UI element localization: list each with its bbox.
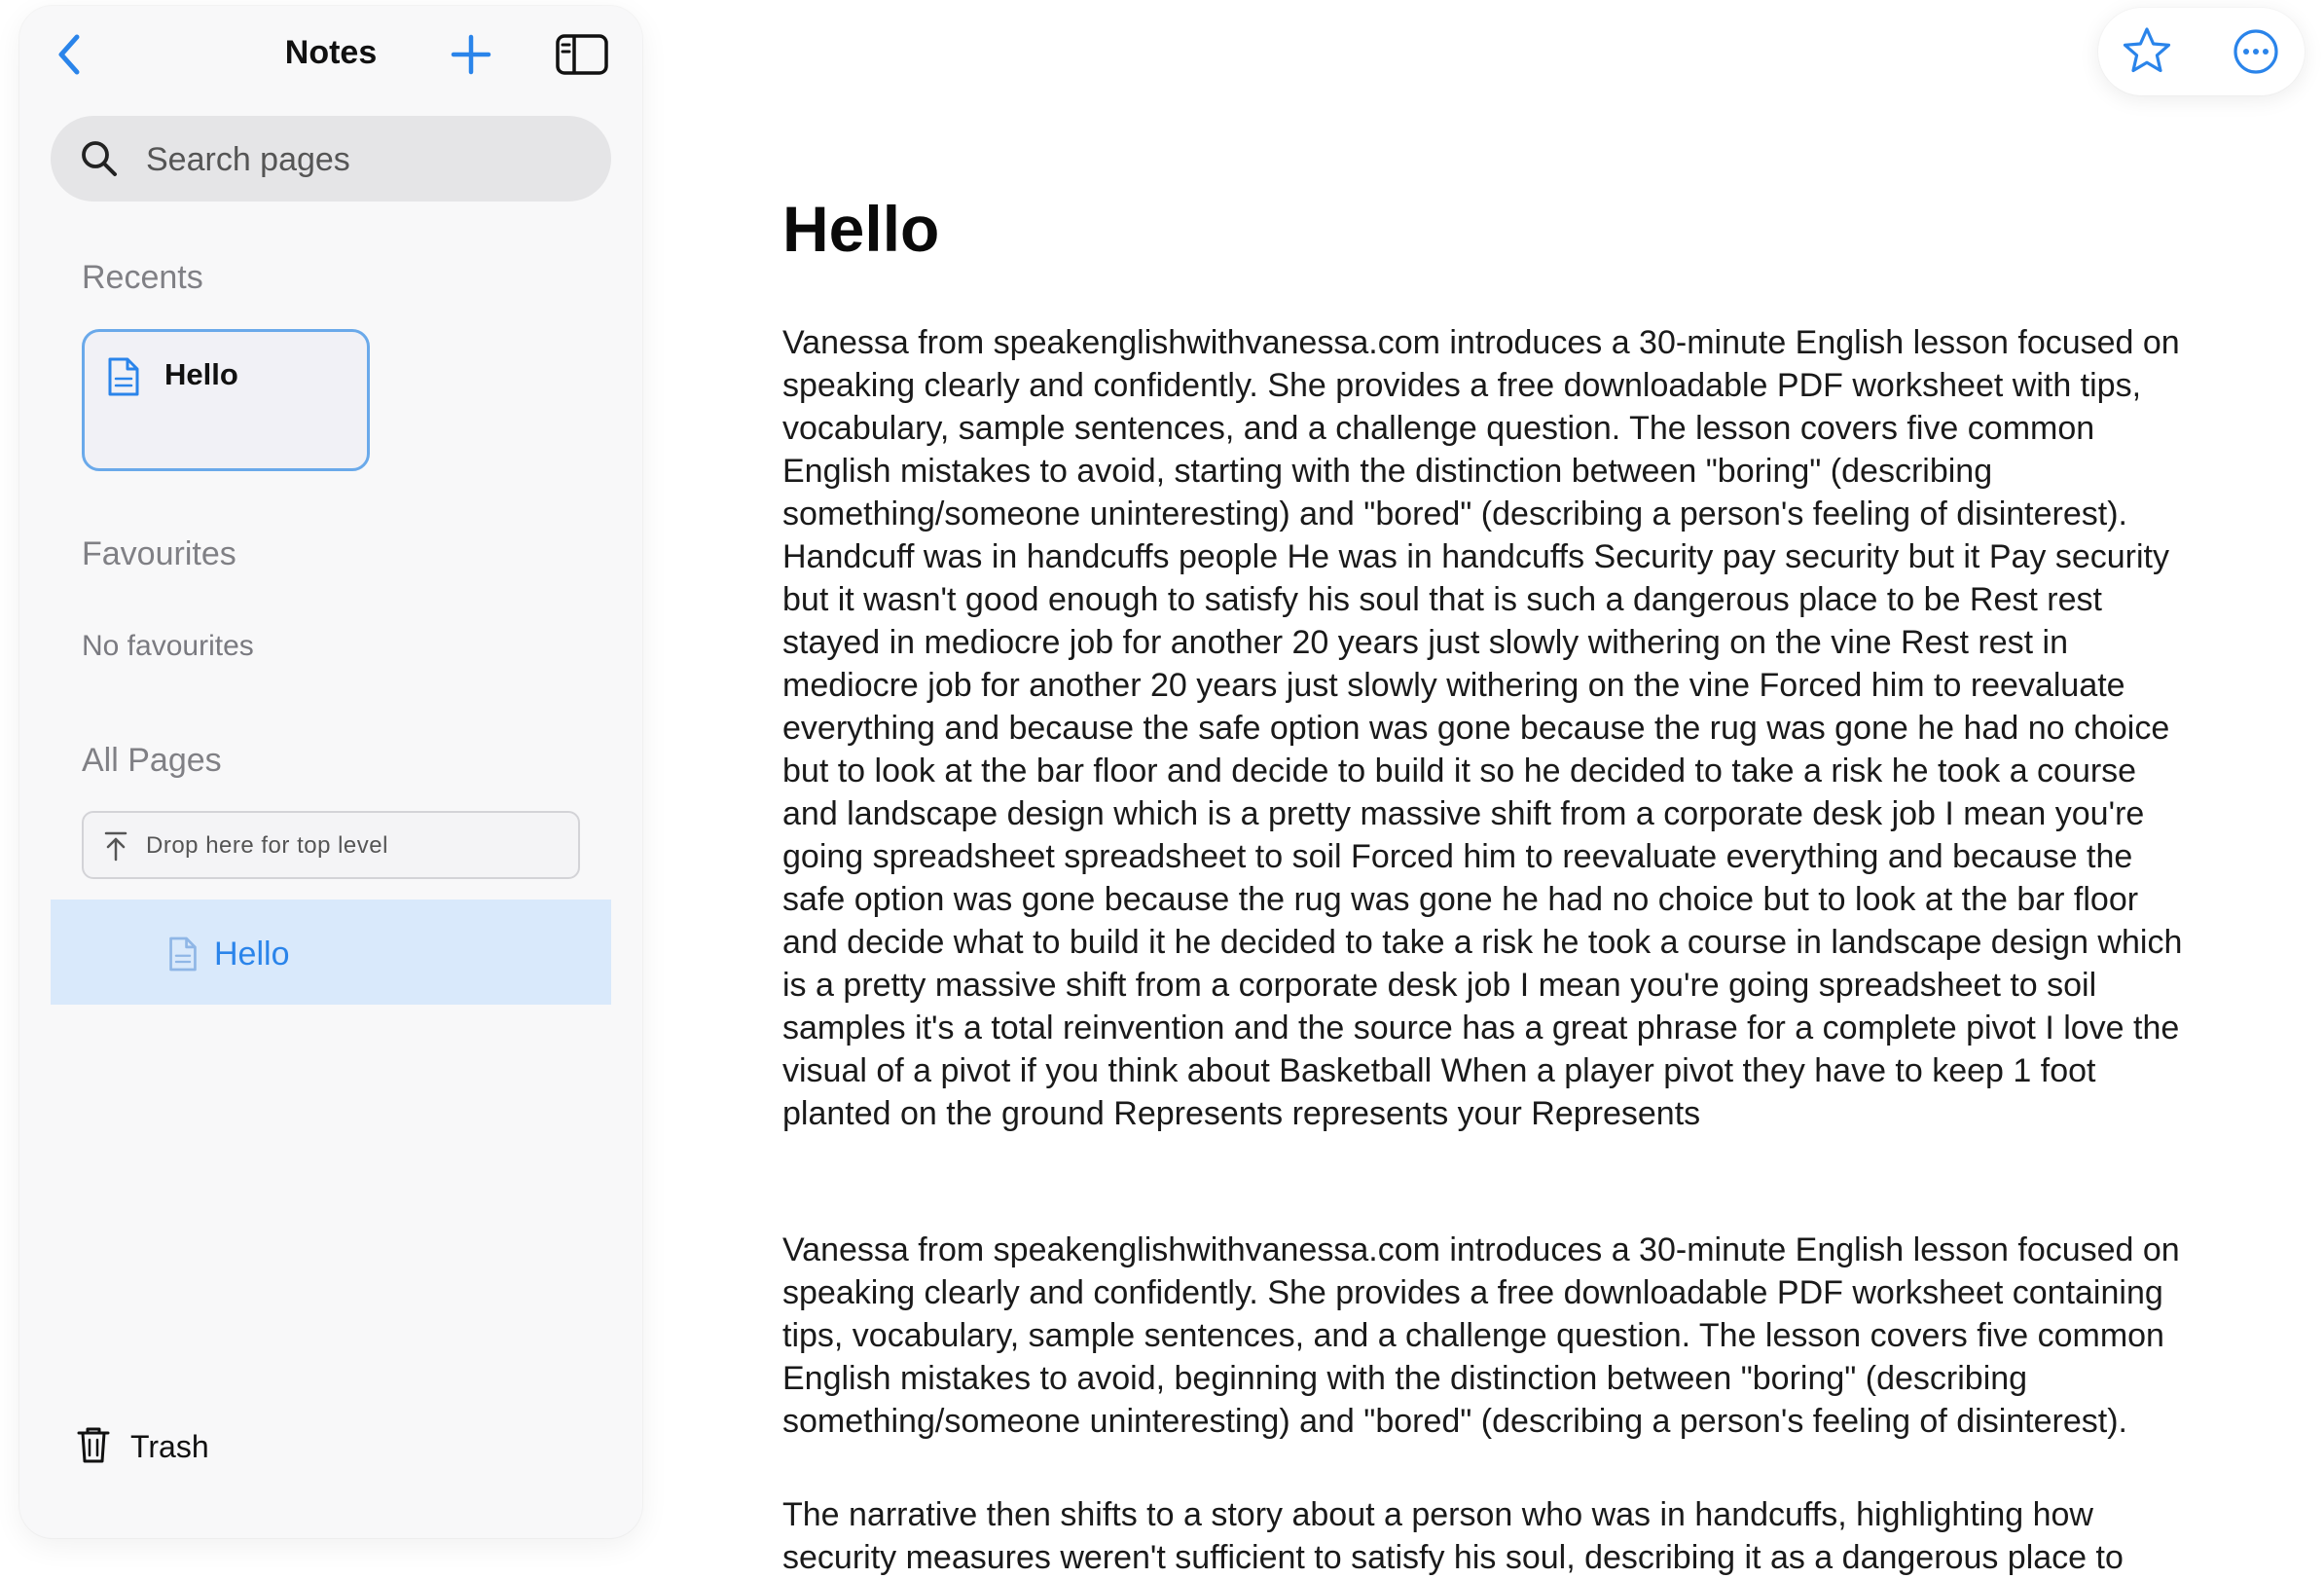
document-paragraph[interactable]: The narrative then shifts to a story about a person who was in handcuffs, highlighting how security measures weren't sufficient to satisfy his soul, describing it as a dangerous place to [782,1496,2124,1576]
back-button[interactable] [45,29,95,80]
search-bar[interactable] [51,116,611,202]
search-icon [78,137,121,180]
trash-button[interactable] [54,1419,249,1472]
favourites-label: Favourites [82,535,236,572]
recent-page-card[interactable] [82,329,370,471]
page-item-title: Hello [214,936,290,973]
all-pages-label: All Pages [82,742,222,779]
sidebar-header [19,6,642,95]
chevron-left-icon [54,33,87,76]
drop-zone-text: Drop here for top level [146,832,388,859]
document-paragraph[interactable]: Vanessa from speakenglishwithvanessa.com introduces a 30-minute English lesson focused on speaking clearly and confidently. She provides a free downloadable PDF worksheet containing tips, vocabulary, sample sentences, and a challenge question. The lesson covers five common English mistakes to avoid, beginning with the distinction between "boring" (describing something/someone uninteresting) and "bored" (describing a person's feeling of disinterest). [782,1231,2180,1440]
document-paragraph[interactable]: Vanessa from speakenglishwithvanessa.com introduces a 30-minute English lesson focused on speaking clearly and confidently. She provides a free downloadable PDF worksheet with tips, vocabulary, sample sentences, and a challenge question. The lesson covers five common English mistakes to avoid, starting with the distinction between "boring" (describing something/someone uninteresting) and "bored" (describing a person's feeling of disinterest). Handcuff was in handcuffs people He was in handcuffs Security pay security but it Pay security but it wasn't good enough to satisfy his soul that is such a dangerous place to be Rest rest stayed in mediocre job for another 20 years just slowly withering on the vine Rest rest in mediocre job for another 20 years just slowly withering on the vine Forced him to reevaluate everything and because the safe option was gone because the rug was gone he had no choice but to look at the bar floor and decide to build it so he decided to take a risk he took a course and landscape design which is a pretty massive shift from a corporate desk job I mean you're going spreadsheet spreadsheet to soil Forced him to reevaluate everything and because the safe option was gone because the rug was gone he had no choice but to look at the bar floor and decide what to build it he decided to take a risk he took a course in landscape design which is a pretty massive shift from a corporate desk job I mean you're going spreadsheet to soil samples it's a total reinvention and the source has a great phrase for a complete pivot I love the visual of a pivot if you think about Basketball When a player pivot they have to keep 1 foot planted on the ground Represents represents your Represents [782,324,2183,1132]
page-item-hello[interactable] [51,900,611,1005]
recents-label: Recents [82,259,203,296]
document-icon [167,935,199,973]
toggle-sidebar-button[interactable] [553,31,611,78]
star-icon [2121,25,2173,78]
drop-zone-top-level[interactable] [82,811,580,879]
document-toolbar [2098,8,2305,95]
search-input[interactable] [144,116,596,203]
more-options-button[interactable] [2229,24,2283,79]
add-page-button[interactable] [446,29,496,80]
trash-label: Trash [130,1429,209,1464]
trash-icon [76,1425,111,1464]
document-title[interactable]: Hello [782,193,940,265]
sidebar-icon [555,33,609,76]
favourite-button[interactable] [2120,24,2174,79]
more-icon [2232,27,2280,76]
recent-page-title: Hello [164,357,238,391]
favourites-empty-text: No favourites [82,630,254,662]
sidebar [19,6,642,1538]
document-icon [106,355,141,398]
arrow-up-to-line-icon [101,830,130,862]
sidebar-title: Notes [284,34,378,71]
document-editor[interactable] [782,185,2203,1576]
plus-icon [450,33,492,76]
